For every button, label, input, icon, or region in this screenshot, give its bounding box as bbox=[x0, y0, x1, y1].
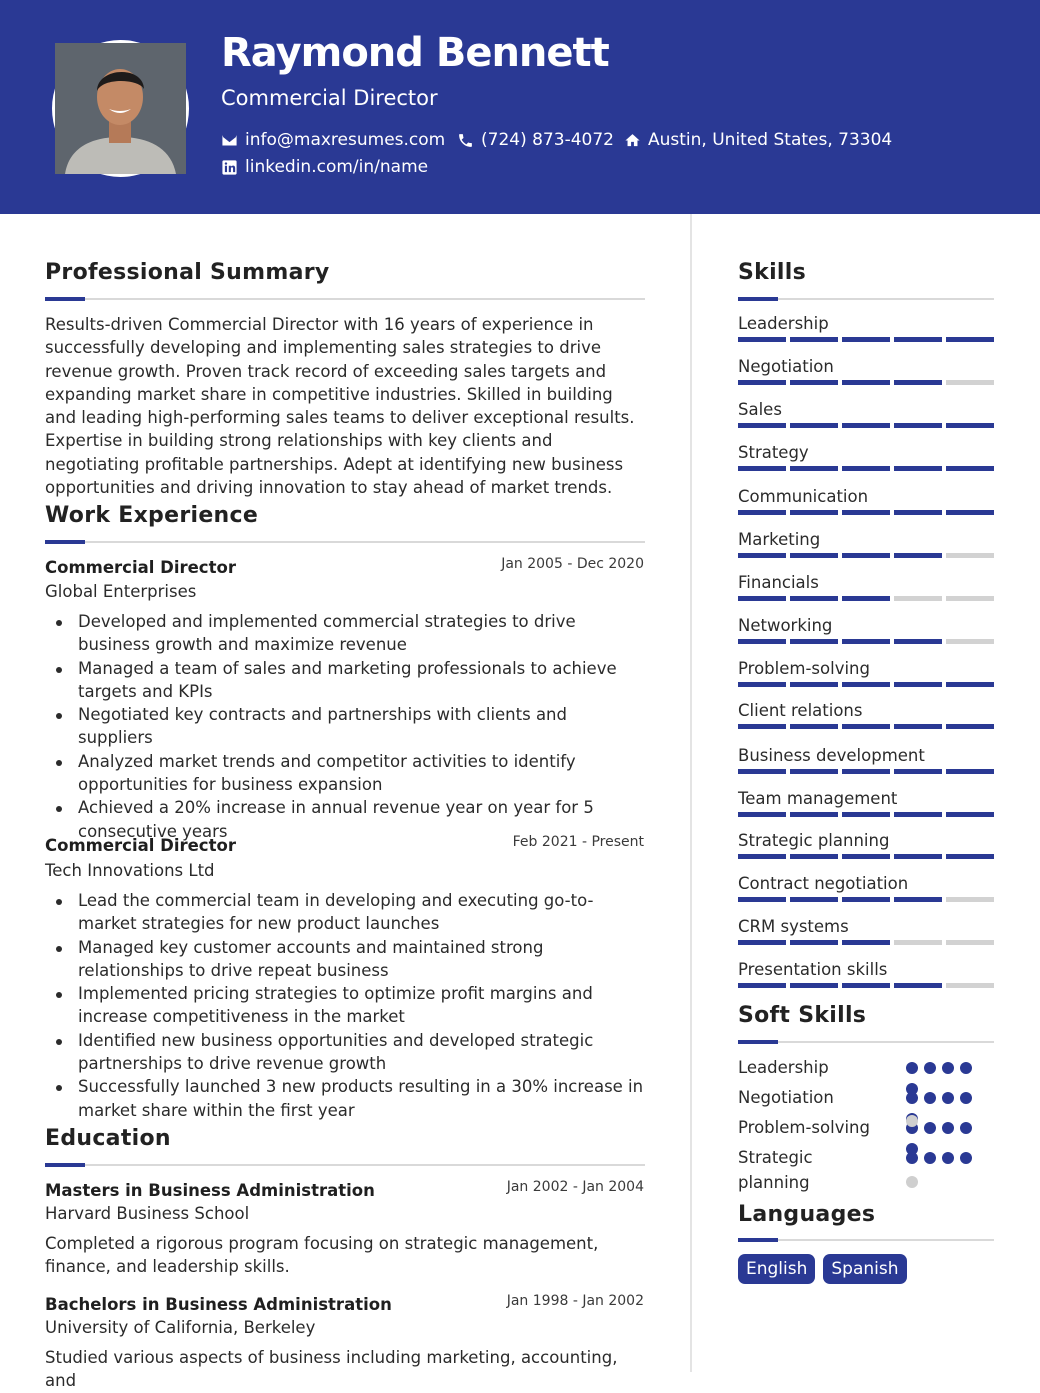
skill-level-segment bbox=[790, 897, 838, 902]
job-bullets bbox=[45, 610, 645, 843]
bullet-item: Managed a team of sales and marketing professionals to achieve targets and KPIs bbox=[45, 657, 645, 704]
soft-skill-rating bbox=[906, 1145, 986, 1175]
avatar bbox=[52, 40, 189, 177]
skill-item bbox=[738, 960, 994, 980]
bullet-item: Identified new business opportunities and developed strategic partnerships to drive revenue growth bbox=[45, 1029, 645, 1076]
skill-level-segment bbox=[790, 769, 838, 774]
skill-level-segment bbox=[842, 337, 890, 342]
skill-name: Negotiation bbox=[738, 357, 834, 376]
skill-level-segment bbox=[842, 510, 890, 515]
rating-dot bbox=[942, 1152, 954, 1164]
skill-level-segment bbox=[738, 983, 786, 988]
phone-icon bbox=[457, 132, 474, 149]
skill-level-segment bbox=[946, 423, 994, 428]
soft-skill-name: Problem-solving bbox=[738, 1118, 870, 1137]
bullet-item: Implemented pricing strategies to optimize profit margins and increase competitiveness in the market bbox=[45, 982, 645, 1029]
skill-level-segment bbox=[842, 940, 890, 945]
skill-name: Problem-solving bbox=[738, 659, 870, 678]
skill-level-segment bbox=[738, 510, 786, 515]
skills-rule bbox=[738, 298, 994, 300]
skill-name: Team management bbox=[738, 789, 898, 808]
job-bullets bbox=[45, 889, 645, 1122]
skill-level-segment bbox=[946, 380, 994, 385]
skill-level-bar bbox=[738, 596, 994, 601]
skill-name: CRM systems bbox=[738, 917, 849, 936]
school-name: Harvard Business School bbox=[45, 1204, 250, 1223]
skill-level-bar bbox=[738, 854, 994, 859]
skill-level-segment bbox=[894, 423, 942, 428]
skill-level-segment bbox=[894, 553, 942, 558]
rating-dot bbox=[942, 1122, 954, 1134]
education-description: Studied various aspects of business including marketing, accounting, and bbox=[45, 1348, 618, 1391]
skill-item bbox=[738, 357, 994, 377]
skill-level-segment bbox=[842, 854, 890, 859]
skill-level-segment bbox=[842, 639, 890, 644]
language-badge: Spanish bbox=[823, 1254, 906, 1284]
skill-level-segment bbox=[946, 596, 994, 601]
skill-level-bar bbox=[738, 682, 994, 687]
skill-level-bar bbox=[738, 983, 994, 988]
skill-level-bar bbox=[738, 940, 994, 945]
soft-skill-rating bbox=[906, 1055, 986, 1085]
skill-level-segment bbox=[946, 940, 994, 945]
skill-level-segment bbox=[842, 724, 890, 729]
skill-level-segment bbox=[790, 596, 838, 601]
skill-item bbox=[738, 789, 994, 809]
skill-level-segment bbox=[842, 682, 890, 687]
bullet-item: Analyzed market trends and competitor activities to identify opportunities for business expansion bbox=[45, 750, 645, 797]
skill-level-segment bbox=[894, 466, 942, 471]
skill-level-segment bbox=[738, 897, 786, 902]
language-badge: English bbox=[738, 1254, 815, 1284]
skill-level-segment bbox=[790, 940, 838, 945]
languages-list bbox=[738, 1254, 907, 1284]
skill-level-segment bbox=[738, 639, 786, 644]
skill-level-segment bbox=[738, 423, 786, 428]
skill-level-segment bbox=[842, 553, 890, 558]
rating-dot bbox=[906, 1083, 918, 1095]
soft-skill-name: Negotiation bbox=[738, 1088, 834, 1107]
skill-name: Strategy bbox=[738, 443, 809, 462]
skill-level-segment bbox=[842, 596, 890, 601]
resume-header bbox=[0, 0, 1040, 214]
skill-level-segment bbox=[946, 812, 994, 817]
summary-heading: Professional Summary bbox=[45, 260, 330, 285]
skill-level-segment bbox=[946, 854, 994, 859]
skill-item bbox=[738, 701, 994, 721]
skill-item bbox=[738, 573, 994, 593]
job-title: Commercial Director bbox=[45, 836, 236, 855]
skill-name: Client relations bbox=[738, 701, 863, 720]
skill-level-segment bbox=[842, 466, 890, 471]
skill-level-segment bbox=[738, 769, 786, 774]
job-company: Global Enterprises bbox=[45, 582, 197, 601]
skill-level-segment bbox=[946, 682, 994, 687]
soft-skill-item bbox=[738, 1145, 994, 1195]
skill-item bbox=[738, 443, 994, 463]
skill-name: Business development bbox=[738, 746, 925, 765]
soft-skills-heading: Soft Skills bbox=[738, 1003, 867, 1028]
skill-item bbox=[738, 314, 994, 334]
skill-level-segment bbox=[842, 380, 890, 385]
school-name: University of California, Berkeley bbox=[45, 1318, 316, 1337]
skill-level-segment bbox=[894, 337, 942, 342]
skill-level-segment bbox=[894, 682, 942, 687]
skill-level-segment bbox=[790, 510, 838, 515]
skill-level-bar bbox=[738, 812, 994, 817]
rating-dot bbox=[960, 1122, 972, 1134]
experience-heading: Work Experience bbox=[45, 503, 259, 528]
skill-level-segment bbox=[894, 510, 942, 515]
skill-level-segment bbox=[894, 639, 942, 644]
skill-level-segment bbox=[894, 812, 942, 817]
education-dates: Jan 2002 - Jan 2004 bbox=[506, 1179, 644, 1195]
skill-name: Presentation skills bbox=[738, 960, 888, 979]
email-text: info@maxresumes.com bbox=[245, 130, 446, 150]
rating-dot bbox=[960, 1092, 972, 1104]
bullet-item: Successfully launched 3 new products resulting in a 30% increase in market share within the first year bbox=[45, 1075, 645, 1122]
skill-item bbox=[738, 746, 994, 766]
skill-level-segment bbox=[894, 940, 942, 945]
skill-level-segment bbox=[946, 769, 994, 774]
skill-level-segment bbox=[946, 724, 994, 729]
skill-name: Marketing bbox=[738, 530, 821, 549]
skill-level-segment bbox=[946, 510, 994, 515]
skill-level-segment bbox=[738, 682, 786, 687]
skill-level-bar bbox=[738, 724, 994, 729]
rating-dot bbox=[924, 1092, 936, 1104]
rating-dot bbox=[906, 1176, 918, 1188]
skill-level-segment bbox=[738, 812, 786, 817]
skills-heading: Skills bbox=[738, 260, 806, 285]
skill-name: Leadership bbox=[738, 314, 829, 333]
skill-level-segment bbox=[894, 769, 942, 774]
skill-name: Strategic planning bbox=[738, 831, 890, 850]
skill-level-segment bbox=[946, 983, 994, 988]
skill-level-bar bbox=[738, 897, 994, 902]
skill-level-segment bbox=[842, 897, 890, 902]
skill-level-bar bbox=[738, 337, 994, 342]
skill-level-segment bbox=[738, 337, 786, 342]
languages-rule bbox=[738, 1239, 994, 1241]
location-text: Austin, United States, 73304 bbox=[648, 130, 893, 150]
job-title: Commercial Director bbox=[45, 558, 236, 577]
soft-skills-rule bbox=[738, 1041, 994, 1043]
soft-skill-name: Strategic planning bbox=[738, 1148, 813, 1192]
skill-level-segment bbox=[790, 466, 838, 471]
education-rule bbox=[45, 1164, 645, 1166]
skill-level-segment bbox=[738, 724, 786, 729]
skill-level-segment bbox=[738, 466, 786, 471]
soft-skill-rating bbox=[906, 1085, 986, 1115]
skill-level-segment bbox=[842, 769, 890, 774]
skill-level-segment bbox=[738, 854, 786, 859]
rating-dot bbox=[924, 1152, 936, 1164]
skill-level-segment bbox=[790, 337, 838, 342]
skill-level-segment bbox=[894, 380, 942, 385]
rating-dot bbox=[924, 1122, 936, 1134]
skill-name: Communication bbox=[738, 487, 869, 506]
skill-level-segment bbox=[842, 983, 890, 988]
skill-level-bar bbox=[738, 423, 994, 428]
skill-level-segment bbox=[738, 596, 786, 601]
skill-item bbox=[738, 874, 994, 894]
experience-rule bbox=[45, 541, 645, 543]
skill-item bbox=[738, 487, 994, 507]
skill-level-segment bbox=[790, 812, 838, 817]
languages-heading: Languages bbox=[738, 1202, 876, 1227]
degree-title: Bachelors in Business Administration bbox=[45, 1295, 392, 1314]
skill-level-segment bbox=[946, 337, 994, 342]
skill-level-segment bbox=[894, 983, 942, 988]
envelope-icon bbox=[221, 132, 238, 149]
skill-level-segment bbox=[790, 854, 838, 859]
email-contact[interactable] bbox=[221, 130, 445, 150]
rating-dot bbox=[960, 1062, 972, 1074]
skill-name: Financials bbox=[738, 573, 819, 592]
skill-level-segment bbox=[790, 423, 838, 428]
skill-level-bar bbox=[738, 466, 994, 471]
soft-skill-item bbox=[738, 1055, 994, 1080]
bullet-item: Managed key customer accounts and maintained strong relationships to drive repeat business bbox=[45, 936, 645, 983]
skill-level-segment bbox=[894, 897, 942, 902]
rating-dot bbox=[942, 1092, 954, 1104]
skill-level-bar bbox=[738, 769, 994, 774]
soft-skill-item bbox=[738, 1115, 994, 1140]
rating-dot bbox=[960, 1152, 972, 1164]
skill-level-segment bbox=[946, 553, 994, 558]
candidate-name: Raymond Bennett bbox=[221, 30, 609, 76]
skill-level-bar bbox=[738, 553, 994, 558]
rating-dot bbox=[924, 1062, 936, 1074]
job-dates: Jan 2005 - Dec 2020 bbox=[501, 556, 644, 572]
soft-skill-name: Leadership bbox=[738, 1058, 829, 1077]
skill-item bbox=[738, 831, 994, 851]
skill-item bbox=[738, 616, 994, 636]
location-contact bbox=[624, 130, 892, 150]
phone-text: (724) 873-4072 bbox=[481, 130, 614, 150]
skill-level-segment bbox=[790, 983, 838, 988]
summary-rule bbox=[45, 298, 645, 300]
skill-level-segment bbox=[738, 940, 786, 945]
column-divider bbox=[690, 214, 692, 1372]
linkedin-text: linkedin.com/in/name bbox=[245, 157, 429, 177]
skill-level-bar bbox=[738, 510, 994, 515]
skill-level-segment bbox=[946, 639, 994, 644]
skill-item bbox=[738, 530, 994, 550]
skill-level-bar bbox=[738, 380, 994, 385]
skill-name: Sales bbox=[738, 400, 782, 419]
bullet-item: Achieved a 20% increase in annual revenue year on year for 5 consecutive years bbox=[45, 796, 645, 843]
skill-item bbox=[738, 400, 994, 420]
skill-level-segment bbox=[894, 596, 942, 601]
skill-name: Contract negotiation bbox=[738, 874, 909, 893]
rating-dot bbox=[942, 1062, 954, 1074]
degree-title: Masters in Business Administration bbox=[45, 1181, 375, 1200]
bullet-item: Lead the commercial team in developing and executing go-to-market strategies for new product launches bbox=[45, 889, 645, 936]
soft-skill-item bbox=[738, 1085, 994, 1110]
skill-level-segment bbox=[894, 854, 942, 859]
candidate-title: Commercial Director bbox=[221, 86, 438, 110]
education-dates: Jan 1998 - Jan 2002 bbox=[506, 1293, 644, 1309]
education-description: Completed a rigorous program focusing on strategic management, finance, and leadership skills. bbox=[45, 1234, 599, 1277]
rating-dot bbox=[906, 1115, 918, 1127]
linkedin-icon bbox=[221, 159, 238, 176]
linkedin-contact[interactable] bbox=[221, 157, 428, 177]
bullet-item: Developed and implemented commercial strategies to drive business growth and maximize revenue bbox=[45, 610, 645, 657]
skill-level-segment bbox=[842, 423, 890, 428]
skill-level-segment bbox=[946, 466, 994, 471]
skill-item bbox=[738, 917, 994, 937]
education-heading: Education bbox=[45, 1126, 171, 1151]
profile-photo bbox=[55, 43, 186, 174]
skill-level-segment bbox=[946, 897, 994, 902]
rating-dot bbox=[906, 1062, 918, 1074]
skill-level-segment bbox=[790, 553, 838, 558]
skill-item bbox=[738, 659, 994, 679]
skill-level-segment bbox=[842, 812, 890, 817]
skill-level-segment bbox=[790, 724, 838, 729]
job-company: Tech Innovations Ltd bbox=[45, 861, 215, 880]
phone-contact[interactable] bbox=[457, 130, 614, 150]
summary-text: Results-driven Commercial Director with 16 years of experience in successfully developing and implementing sales strategies to drive revenue growth. Proven track record of exceeding sales targets and expanding market share in competitive industries. Skilled in building and leading high-performing sales teams to deliver exceptional results. Expertise in building strong relationships with key clients and negotiating profitable partnerships. Adept at identifying new business opportunities and driving innovation to stay ahead of market trends. bbox=[45, 315, 635, 498]
skill-name: Networking bbox=[738, 616, 833, 635]
job-dates: Feb 2021 - Present bbox=[512, 834, 644, 850]
home-icon bbox=[624, 132, 641, 149]
skill-level-segment bbox=[894, 724, 942, 729]
skill-level-segment bbox=[790, 639, 838, 644]
skill-level-segment bbox=[790, 380, 838, 385]
skill-level-segment bbox=[790, 682, 838, 687]
skill-level-bar bbox=[738, 639, 994, 644]
soft-skill-rating bbox=[906, 1115, 986, 1145]
bullet-item: Negotiated key contracts and partnerships with clients and suppliers bbox=[45, 703, 645, 750]
skill-level-segment bbox=[738, 553, 786, 558]
rating-dot bbox=[906, 1143, 918, 1155]
skill-level-segment bbox=[738, 380, 786, 385]
